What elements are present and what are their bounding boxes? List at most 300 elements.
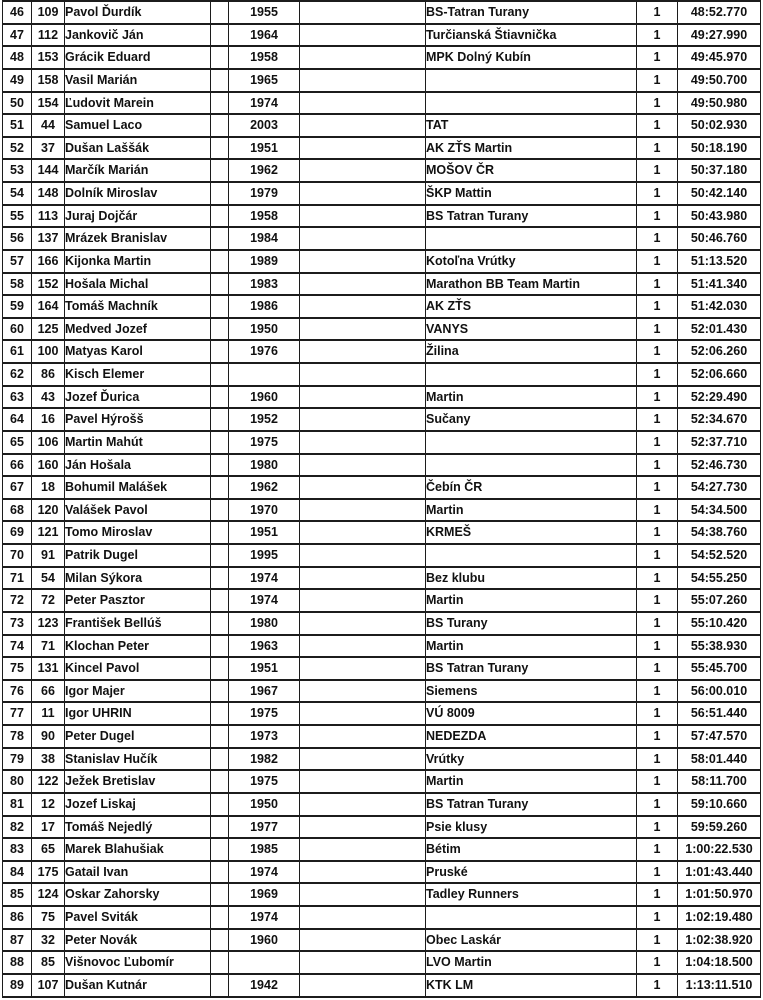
position-cell: 78 [3, 725, 32, 748]
time-cell: 52:06.260 [678, 340, 761, 363]
position-cell: 49 [3, 69, 32, 92]
laps-cell: 1 [637, 883, 678, 906]
bib-cell: 32 [32, 929, 65, 952]
spacer-cell [211, 295, 229, 318]
year-cell: 1969 [229, 883, 300, 906]
laps-cell: 1 [637, 725, 678, 748]
name-cell: Oskar Zahorsky [65, 883, 211, 906]
club-cell: ŠKP Mattin [426, 182, 637, 205]
spacer-cell [300, 273, 426, 296]
club-cell [426, 906, 637, 929]
year-cell: 1986 [229, 295, 300, 318]
year-cell: 1974 [229, 906, 300, 929]
spacer-cell [300, 92, 426, 115]
name-cell: Marek Blahušiak [65, 838, 211, 861]
position-cell: 58 [3, 273, 32, 296]
laps-cell: 1 [637, 657, 678, 680]
spacer-cell [211, 1, 229, 24]
spacer-cell [300, 929, 426, 952]
time-cell: 51:42.030 [678, 295, 761, 318]
results-table-body [3, 1, 761, 997]
bib-cell: 125 [32, 318, 65, 341]
table-row [3, 861, 761, 884]
name-cell: Grácik Eduard [65, 46, 211, 69]
spacer-cell [211, 92, 229, 115]
table-row [3, 408, 761, 431]
name-cell: Jankovič Ján [65, 24, 211, 47]
name-cell: Višnovoc Ľubomír [65, 951, 211, 974]
table-row [3, 159, 761, 182]
spacer-cell [300, 318, 426, 341]
spacer-cell [211, 544, 229, 567]
laps-cell: 1 [637, 499, 678, 522]
table-row [3, 680, 761, 703]
club-cell: Martin [426, 770, 637, 793]
table-row [3, 92, 761, 115]
name-cell: Bohumil Malášek [65, 476, 211, 499]
name-cell: Peter Pasztor [65, 589, 211, 612]
club-cell [426, 227, 637, 250]
position-cell: 66 [3, 454, 32, 477]
spacer-cell [300, 544, 426, 567]
spacer-cell [211, 929, 229, 952]
club-cell: Pruské [426, 861, 637, 884]
time-cell: 1:02:19.480 [678, 906, 761, 929]
laps-cell: 1 [637, 612, 678, 635]
laps-cell: 1 [637, 838, 678, 861]
position-cell: 46 [3, 1, 32, 24]
time-cell: 55:10.420 [678, 612, 761, 635]
time-cell: 54:55.250 [678, 567, 761, 590]
position-cell: 62 [3, 363, 32, 386]
spacer-cell [300, 69, 426, 92]
laps-cell: 1 [637, 250, 678, 273]
table-row [3, 250, 761, 273]
bib-cell: 85 [32, 951, 65, 974]
name-cell: Peter Dugel [65, 725, 211, 748]
bib-cell: 166 [32, 250, 65, 273]
position-cell: 51 [3, 114, 32, 137]
position-cell: 56 [3, 227, 32, 250]
time-cell: 57:47.570 [678, 725, 761, 748]
laps-cell: 1 [637, 182, 678, 205]
name-cell: Kisch Elemer [65, 363, 211, 386]
bib-cell: 66 [32, 680, 65, 703]
year-cell: 1974 [229, 92, 300, 115]
laps-cell: 1 [637, 521, 678, 544]
spacer-cell [211, 46, 229, 69]
club-cell: TAT [426, 114, 637, 137]
bib-cell: 65 [32, 838, 65, 861]
position-cell: 89 [3, 974, 32, 997]
laps-cell: 1 [637, 770, 678, 793]
spacer-cell [300, 386, 426, 409]
table-row [3, 182, 761, 205]
bib-cell: 131 [32, 657, 65, 680]
year-cell: 1983 [229, 273, 300, 296]
spacer-cell [211, 951, 229, 974]
club-cell: Kotoľna Vrútky [426, 250, 637, 273]
year-cell [229, 363, 300, 386]
bib-cell: 91 [32, 544, 65, 567]
year-cell: 1975 [229, 431, 300, 454]
year-cell: 1958 [229, 46, 300, 69]
spacer-cell [211, 250, 229, 273]
position-cell: 82 [3, 816, 32, 839]
laps-cell: 1 [637, 159, 678, 182]
year-cell: 1960 [229, 929, 300, 952]
club-cell: Obec Laskár [426, 929, 637, 952]
spacer-cell [211, 906, 229, 929]
spacer-cell [211, 454, 229, 477]
spacer-cell [300, 1, 426, 24]
year-cell: 1955 [229, 1, 300, 24]
year-cell: 1977 [229, 816, 300, 839]
spacer-cell [300, 159, 426, 182]
spacer-cell [300, 612, 426, 635]
bib-cell: 158 [32, 69, 65, 92]
position-cell: 64 [3, 408, 32, 431]
bib-cell: 137 [32, 227, 65, 250]
position-cell: 54 [3, 182, 32, 205]
bib-cell: 124 [32, 883, 65, 906]
club-cell: BS Tatran Turany [426, 657, 637, 680]
name-cell: Igor Majer [65, 680, 211, 703]
spacer-cell [300, 363, 426, 386]
year-cell: 1950 [229, 318, 300, 341]
table-row [3, 476, 761, 499]
year-cell: 1980 [229, 612, 300, 635]
club-cell: BS Tatran Turany [426, 793, 637, 816]
bib-cell: 106 [32, 431, 65, 454]
spacer-cell [211, 612, 229, 635]
bib-cell: 38 [32, 748, 65, 771]
laps-cell: 1 [637, 567, 678, 590]
spacer-cell [211, 725, 229, 748]
time-cell: 52:34.670 [678, 408, 761, 431]
year-cell: 1975 [229, 702, 300, 725]
name-cell: Valášek Pavol [65, 499, 211, 522]
time-cell: 54:27.730 [678, 476, 761, 499]
time-cell: 50:43.980 [678, 205, 761, 228]
results-table [2, 0, 761, 998]
laps-cell: 1 [637, 69, 678, 92]
bib-cell: 90 [32, 725, 65, 748]
name-cell: Patrik Dugel [65, 544, 211, 567]
name-cell: Dolník Miroslav [65, 182, 211, 205]
table-row [3, 929, 761, 952]
name-cell: Samuel Laco [65, 114, 211, 137]
bib-cell: 107 [32, 974, 65, 997]
club-cell: AK ZŤS [426, 295, 637, 318]
position-cell: 73 [3, 612, 32, 635]
bib-cell: 86 [32, 363, 65, 386]
table-row [3, 137, 761, 160]
spacer-cell [211, 182, 229, 205]
year-cell: 1958 [229, 205, 300, 228]
table-row [3, 386, 761, 409]
position-cell: 47 [3, 24, 32, 47]
spacer-cell [300, 816, 426, 839]
club-cell [426, 69, 637, 92]
spacer-cell [300, 182, 426, 205]
year-cell: 1962 [229, 159, 300, 182]
position-cell: 87 [3, 929, 32, 952]
year-cell: 1963 [229, 635, 300, 658]
spacer-cell [300, 748, 426, 771]
laps-cell: 1 [637, 680, 678, 703]
table-row [3, 589, 761, 612]
time-cell: 55:07.260 [678, 589, 761, 612]
table-row [3, 770, 761, 793]
laps-cell: 1 [637, 476, 678, 499]
club-cell: MPK Dolný Kubín [426, 46, 637, 69]
laps-cell: 1 [637, 589, 678, 612]
time-cell: 52:29.490 [678, 386, 761, 409]
bib-cell: 164 [32, 295, 65, 318]
spacer-cell [300, 340, 426, 363]
name-cell: Pavel Hýrošš [65, 408, 211, 431]
table-row [3, 951, 761, 974]
time-cell: 52:37.710 [678, 431, 761, 454]
laps-cell: 1 [637, 793, 678, 816]
name-cell: Pavel Sviták [65, 906, 211, 929]
name-cell: Martin Mahút [65, 431, 211, 454]
year-cell [229, 951, 300, 974]
spacer-cell [211, 408, 229, 431]
bib-cell: 121 [32, 521, 65, 544]
time-cell: 58:01.440 [678, 748, 761, 771]
club-cell: Psie klusy [426, 816, 637, 839]
club-cell: Martin [426, 386, 637, 409]
spacer-cell [300, 589, 426, 612]
bib-cell: 152 [32, 273, 65, 296]
spacer-cell [300, 657, 426, 680]
laps-cell: 1 [637, 702, 678, 725]
table-row [3, 793, 761, 816]
table-row [3, 273, 761, 296]
name-cell: Stanislav Hučík [65, 748, 211, 771]
table-row [3, 612, 761, 635]
year-cell: 1980 [229, 454, 300, 477]
spacer-cell [211, 861, 229, 884]
position-cell: 61 [3, 340, 32, 363]
name-cell: Kijonka Martin [65, 250, 211, 273]
year-cell: 1951 [229, 137, 300, 160]
name-cell: Klochan Peter [65, 635, 211, 658]
spacer-cell [211, 793, 229, 816]
name-cell: Tomo Miroslav [65, 521, 211, 544]
bib-cell: 120 [32, 499, 65, 522]
year-cell: 1951 [229, 521, 300, 544]
club-cell: Martin [426, 589, 637, 612]
time-cell: 50:37.180 [678, 159, 761, 182]
club-cell: Sučany [426, 408, 637, 431]
name-cell: Dušan Laššák [65, 137, 211, 160]
position-cell: 52 [3, 137, 32, 160]
name-cell: Matyas Karol [65, 340, 211, 363]
position-cell: 86 [3, 906, 32, 929]
name-cell: Juraj Dojčár [65, 205, 211, 228]
position-cell: 80 [3, 770, 32, 793]
club-cell: Tadley Runners [426, 883, 637, 906]
spacer-cell [211, 318, 229, 341]
spacer-cell [300, 725, 426, 748]
year-cell: 1952 [229, 408, 300, 431]
name-cell: Dušan Kutnár [65, 974, 211, 997]
year-cell: 1960 [229, 386, 300, 409]
club-cell: Martin [426, 499, 637, 522]
time-cell: 54:38.760 [678, 521, 761, 544]
spacer-cell [300, 906, 426, 929]
table-row [3, 363, 761, 386]
spacer-cell [300, 499, 426, 522]
spacer-cell [300, 295, 426, 318]
club-cell: Bétim [426, 838, 637, 861]
bib-cell: 122 [32, 770, 65, 793]
spacer-cell [211, 340, 229, 363]
bib-cell: 72 [32, 589, 65, 612]
laps-cell: 1 [637, 748, 678, 771]
spacer-cell [211, 770, 229, 793]
laps-cell: 1 [637, 273, 678, 296]
bib-cell: 109 [32, 1, 65, 24]
spacer-cell [300, 250, 426, 273]
bib-cell: 71 [32, 635, 65, 658]
table-row [3, 544, 761, 567]
name-cell: Marčík Marián [65, 159, 211, 182]
bib-cell: 100 [32, 340, 65, 363]
spacer-cell [300, 476, 426, 499]
club-cell: Martin [426, 635, 637, 658]
laps-cell: 1 [637, 114, 678, 137]
name-cell: Medved Jozef [65, 318, 211, 341]
name-cell: Vasil Marián [65, 69, 211, 92]
name-cell: Jozef Liskaj [65, 793, 211, 816]
year-cell: 1970 [229, 499, 300, 522]
time-cell: 50:18.190 [678, 137, 761, 160]
position-cell: 83 [3, 838, 32, 861]
position-cell: 57 [3, 250, 32, 273]
time-cell: 54:52.520 [678, 544, 761, 567]
spacer-cell [211, 499, 229, 522]
spacer-cell [211, 24, 229, 47]
table-row [3, 816, 761, 839]
laps-cell: 1 [637, 318, 678, 341]
position-cell: 67 [3, 476, 32, 499]
table-row [3, 1, 761, 24]
laps-cell: 1 [637, 205, 678, 228]
laps-cell: 1 [637, 929, 678, 952]
spacer-cell [211, 702, 229, 725]
position-cell: 59 [3, 295, 32, 318]
spacer-cell [300, 408, 426, 431]
club-cell: BS-Tatran Turany [426, 1, 637, 24]
year-cell: 1985 [229, 838, 300, 861]
spacer-cell [211, 386, 229, 409]
time-cell: 1:04:18.500 [678, 951, 761, 974]
spacer-cell [300, 635, 426, 658]
time-cell: 1:01:50.970 [678, 883, 761, 906]
name-cell: Tomáš Nejedlý [65, 816, 211, 839]
spacer-cell [211, 657, 229, 680]
spacer-cell [211, 69, 229, 92]
table-row [3, 227, 761, 250]
time-cell: 49:45.970 [678, 46, 761, 69]
bib-cell: 144 [32, 159, 65, 182]
position-cell: 85 [3, 883, 32, 906]
position-cell: 71 [3, 567, 32, 590]
spacer-cell [300, 46, 426, 69]
position-cell: 65 [3, 431, 32, 454]
spacer-cell [300, 770, 426, 793]
position-cell: 77 [3, 702, 32, 725]
laps-cell: 1 [637, 974, 678, 997]
spacer-cell [300, 883, 426, 906]
bib-cell: 154 [32, 92, 65, 115]
club-cell: AK ZŤS Martin [426, 137, 637, 160]
name-cell: Ľudovit Marein [65, 92, 211, 115]
time-cell: 51:41.340 [678, 273, 761, 296]
club-cell: Bez klubu [426, 567, 637, 590]
year-cell: 1973 [229, 725, 300, 748]
table-row [3, 46, 761, 69]
club-cell: BS Tatran Turany [426, 205, 637, 228]
spacer-cell [211, 816, 229, 839]
position-cell: 88 [3, 951, 32, 974]
year-cell: 1964 [229, 24, 300, 47]
table-row [3, 499, 761, 522]
table-row [3, 340, 761, 363]
spacer-cell [211, 680, 229, 703]
table-row [3, 838, 761, 861]
year-cell: 1979 [229, 182, 300, 205]
laps-cell: 1 [637, 340, 678, 363]
time-cell: 50:46.760 [678, 227, 761, 250]
position-cell: 50 [3, 92, 32, 115]
name-cell: Peter Novák [65, 929, 211, 952]
time-cell: 50:02.930 [678, 114, 761, 137]
year-cell: 1951 [229, 657, 300, 680]
club-cell: NEDEZDA [426, 725, 637, 748]
position-cell: 72 [3, 589, 32, 612]
spacer-cell [300, 680, 426, 703]
year-cell: 1974 [229, 861, 300, 884]
spacer-cell [211, 521, 229, 544]
club-cell: Vrútky [426, 748, 637, 771]
spacer-cell [211, 567, 229, 590]
position-cell: 81 [3, 793, 32, 816]
laps-cell: 1 [637, 227, 678, 250]
year-cell: 1995 [229, 544, 300, 567]
position-cell: 69 [3, 521, 32, 544]
spacer-cell [300, 567, 426, 590]
club-cell [426, 363, 637, 386]
spacer-cell [300, 521, 426, 544]
time-cell: 59:10.660 [678, 793, 761, 816]
table-row [3, 906, 761, 929]
time-cell: 49:50.700 [678, 69, 761, 92]
name-cell: Igor UHRIN [65, 702, 211, 725]
spacer-cell [211, 363, 229, 386]
club-cell [426, 431, 637, 454]
bib-cell: 43 [32, 386, 65, 409]
bib-cell: 12 [32, 793, 65, 816]
laps-cell: 1 [637, 386, 678, 409]
time-cell: 55:38.930 [678, 635, 761, 658]
name-cell: Pavol Ďurdík [65, 1, 211, 24]
laps-cell: 1 [637, 24, 678, 47]
